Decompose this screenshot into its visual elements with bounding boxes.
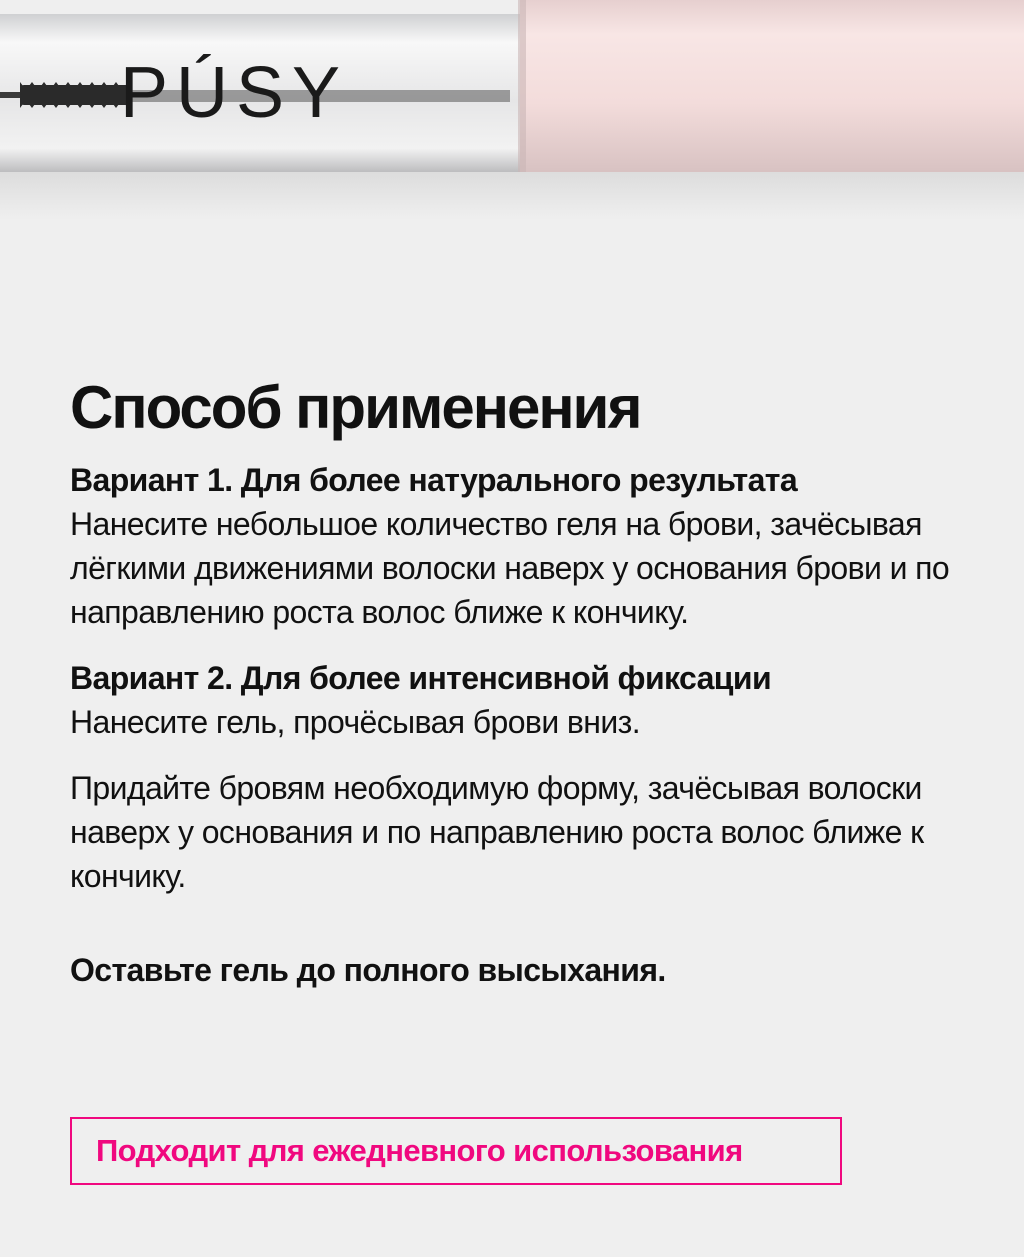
shape-tip: Придайте бровям необходимую форму, зачёсывая волоски наверх у основания и по направлению роста волос ближе к кончику.: [70, 770, 924, 894]
daily-use-badge-label: Подходит для ежедневного использования: [96, 1133, 743, 1168]
product-image: [0, 0, 1024, 240]
eyebrow-gel-tube-illustration: [0, 0, 1024, 240]
variant-1-text: Нанесите небольшое количество геля на брови, зачёсывая лёгкими движениями волоски наверх у основания брови и по направлению роста волос ближе к кончику.: [70, 506, 950, 630]
daily-use-badge: [70, 1117, 842, 1185]
brand-logo: PÚSY: [120, 53, 349, 133]
mascara-brush-icon: [20, 82, 130, 108]
dry-note: Оставьте гель до полного высыхания.: [70, 952, 666, 988]
instructions-section: [70, 372, 970, 992]
variant-1-heading: Вариант 1. Для более натурального результата: [70, 462, 798, 498]
variant-2-heading: Вариант 2. Для более интенсивной фиксации: [70, 660, 772, 696]
tube-pink-cap: [520, 0, 1024, 172]
variant-2-text: Нанесите гель, прочёсывая брови вниз.: [70, 704, 641, 740]
variant-2-block: [70, 656, 970, 744]
variant-1-block: [70, 458, 970, 634]
page-title: Способ применения: [70, 374, 641, 441]
